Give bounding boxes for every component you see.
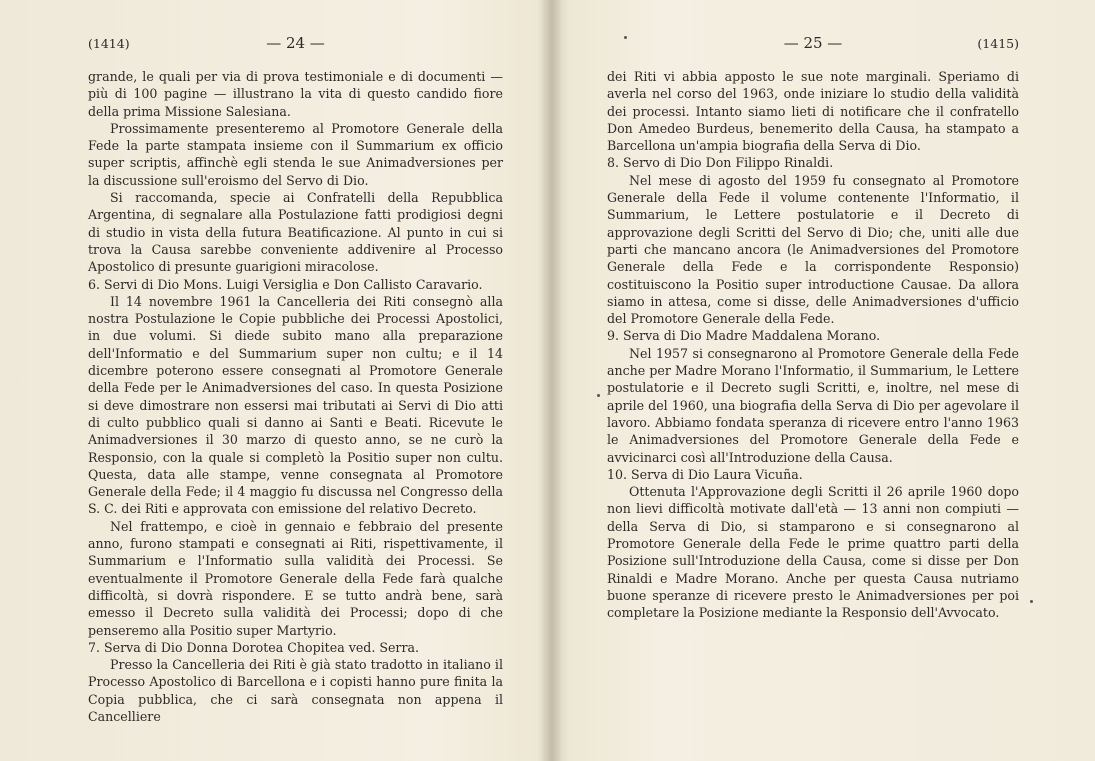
paragraph: Nel frattempo, e cioè in gennaio e febbraio del presente anno, furono stampati e consegnati ai Riti, rispettivamente, il Summarium e l'Informatio sulla validità dei Processi. Se eventualmente il Promotore Generale della Fede farà qualche difficoltà, si dovrà rispondere. E se tutto andrà bene, sarà emesso il Decreto sulla validità dei Processi; dopo di che penseremo alla Positio super Martyrio. [88, 518, 503, 638]
right-page-number: — 25 — [783, 34, 843, 52]
left-page [88, 0, 503, 761]
paragraph: Presso la Cancelleria dei Riti è già stato tradotto in italiano il Processo Apostolico di Barcellona e i copisti hanno pure finita la Copia pubblica, che ci sarà consegnata non appena il Cancelliere [88, 657, 503, 724]
left-page-header [88, 36, 503, 52]
paragraph: Il 14 novembre 1961 la Cancelleria dei Riti consegnò alla nostra Postulazione le Copie pubbliche dei Processi Apostolici, in due volumi. Si diede subito mano alla preparazione dell'Informatio e del Summarium super non cultu; e il 14 dicembre poterono essere consegnati al Promotore Generale della Fede per le Animadversiones del caso. In questa Posizione si deve dimostrare non essersi mai tributati ai Servi di Dio atti di culto pubblico quali si danno ai Santi e Beati. Ricevute le Animadversiones il 30 marzo di questo anno, se ne curò la Responsio, con la quale si completò la Positio super non cultu. Questa, data alle stampe, venne consegnata al Promotore Generale della Fede; il 4 maggio fu discussa nel Congresso della S. C. dei Riti e approvata con emissione del relativo Decreto. [88, 293, 503, 517]
section-heading-9: 9. Serva di Dio Madre Maddalena Morano. [607, 328, 881, 344]
ink-speck [624, 36, 627, 39]
right-page-header [607, 36, 1019, 52]
section-heading-10: 10. Serva di Dio Laura Vicuña. [607, 466, 803, 482]
left-page-body [88, 68, 503, 725]
right-page [607, 0, 1019, 761]
paragraph: Ottenuta l'Approvazione degli Scritti il 26 aprile 1960 dopo non lievi difficoltà motivate dall'età — 13 anni non compiuti — della Serva di Dio, si stamparono e si consegnarono al Promotore Generale della Fede le prime quattro parti della Posizione sull'Introduzione della Causa, come si disse per Don Rinaldi e Madre Morano. Anche per questa Causa nutriamo buone speranze di ricevere presto le Animadversiones per poi completare la Posizione mediante la Responsio dell'Avvocato. [607, 484, 1019, 621]
ink-speck [1030, 600, 1033, 603]
paragraph: dei Riti vi abbia apposto le sue note marginali. Speriamo di averla nel corso del 1963, onde iniziare lo studio della validità dei processi. Intanto siamo lieti di notificare che il confratello Don Amedeo Burdeus, benemerito della Causa, ha stampato a Barcellona un'ampia biografia della Serva di Dio. [607, 69, 1019, 154]
book-gutter [540, 0, 562, 761]
paragraph: grande, le quali per via di prova testimoniale e di documenti — più di 100 pagine — illustrano la vita di questo candido fiore della prima Missione Salesiana. [88, 69, 503, 119]
section-heading-6: 6. Servi di Dio Mons. Luigi Versiglia e Don Callisto Caravario. [88, 276, 483, 292]
right-page-ref: (1415) [977, 36, 1019, 51]
paragraph: Si raccomanda, specie ai Confratelli della Repubblica Argentina, di segnalare alla Postulazione fatti prodigiosi degni di studio in vista della futura Beatificazione. Al punto in cui si trova la Causa sarebbe conveniente addivenire al Processo Apostolico di presunte guarigioni miracolose. [88, 190, 503, 275]
paragraph: Prossimamente presenteremo al Promotore Generale della Fede la parte stampata insieme con il Summarium ex officio super scriptis, affinchè egli stenda le sue Animadversiones per la discussione sull'eroismo del Servo di Dio. [88, 120, 503, 188]
right-page-body [607, 68, 1019, 622]
paragraph: Nel mese di agosto del 1959 fu consegnato al Promotore Generale della Fede il volume contenente l'Informatio, il Summarium, le Lettere postulatorie e il Decreto di approvazione degli Scritti del Servo di Dio; che, uniti alle due parti che mancano ancora (le Animadversiones del Promotore Generale della Fede e la corrispondente Responsio) costituiscono la Positio super introductione Causae. Da allora siamo in attesa, come si disse, delle Animadversiones d'ufficio del Promotore Generale della Fede. [607, 172, 1019, 327]
paragraph: Nel 1957 si consegnarono al Promotore Generale della Fede anche per Madre Morano l'Informatio, il Summarium, le Lettere postulatorie e il Decreto sugli Scritti, e, inoltre, nel mese di aprile del 1960, una biografia della Serva di Dio per agevolare il lavoro. Abbiamo fondata speranza di ricevere entro l'anno 1963 le Animadversiones del Promotore Generale della Fede e avvicinarci così all'Introduzione della Causa. [607, 345, 1019, 465]
left-page-number: — 24 — [266, 34, 325, 52]
left-page-ref: (1414) [88, 36, 130, 51]
ink-speck [597, 394, 600, 397]
section-heading-8: 8. Servo di Dio Don Filippo Rinaldi. [607, 155, 834, 171]
section-heading-7: 7. Serva di Dio Donna Dorotea Chopitea ved. Serra. [88, 639, 419, 655]
